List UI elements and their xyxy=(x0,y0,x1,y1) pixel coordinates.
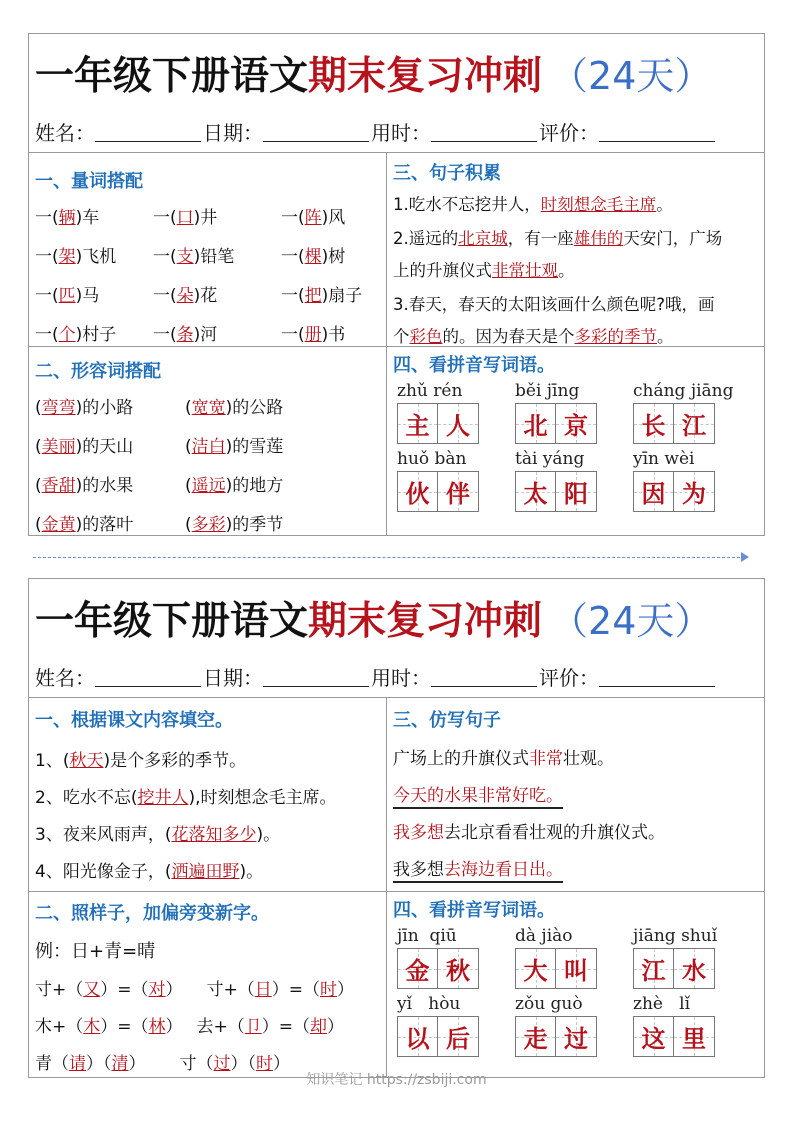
radical-row: 木+（木）=（林） 去+（卩）=（却） xyxy=(35,1017,344,1037)
date-blank[interactable] xyxy=(263,667,369,687)
answer: 金黄 xyxy=(41,515,76,535)
answer-char: 因 xyxy=(641,480,666,508)
measure-item: 一(辆)车 xyxy=(35,208,100,228)
time-blank[interactable] xyxy=(431,667,537,687)
answer: 匹 xyxy=(58,286,76,306)
sentence-line: 上的升旗仪式非常壮观。 xyxy=(393,261,575,280)
adjective-row xyxy=(35,432,383,457)
card2-title-black: 一年级下册语文 xyxy=(35,598,309,644)
pinyin-row xyxy=(393,449,765,471)
answer: 洁白 xyxy=(191,437,226,457)
sentence-line: 3.春天，春天的太阳该画什么颜色呢?哦，画 xyxy=(393,295,715,314)
worksheet-card-2 xyxy=(28,578,765,1078)
answer-char: 这 xyxy=(641,1025,666,1053)
answer: 架 xyxy=(58,247,76,267)
box-row xyxy=(393,471,765,515)
adjective-row xyxy=(35,393,383,418)
rating-blank[interactable] xyxy=(599,667,715,687)
answer: 支 xyxy=(176,247,194,267)
measure-item: 一(架)飞机 xyxy=(35,247,117,267)
answer-char: 金 xyxy=(405,957,430,985)
tianzige-box xyxy=(674,471,715,512)
pinyin: dà jiào xyxy=(515,926,573,946)
sec-title: 四、看拼音写词语。 xyxy=(393,900,555,921)
pinyin: zhè lǐ xyxy=(633,994,691,1014)
card1-sec2 xyxy=(35,357,383,537)
fill-line: 2、吃水不忘(挖井人),时刻想念毛主席。 xyxy=(35,788,337,808)
measure-item: 一(个)村子 xyxy=(35,325,117,343)
card1-title-blue: （24天） xyxy=(550,54,713,98)
sec-title: 二、照样子，加偏旁变新字。 xyxy=(35,903,269,924)
answer-char: 人 xyxy=(446,412,470,440)
card1-info-row xyxy=(29,111,764,153)
measure-item: 一(条)河 xyxy=(153,325,218,343)
pinyin: zǒu guò xyxy=(515,994,583,1014)
measure-row xyxy=(35,320,383,343)
answer-char: 以 xyxy=(405,1025,430,1053)
sentence-line: 个彩色的。因为春天是个多彩的季节。 xyxy=(393,327,674,345)
measure-row xyxy=(35,242,383,267)
answer-char: 江 xyxy=(682,412,706,440)
answer-char: 为 xyxy=(682,480,706,508)
answer: 棵 xyxy=(304,247,322,267)
card2-info-row xyxy=(29,656,764,698)
answer-char: 主 xyxy=(405,412,430,440)
answer: 香甜 xyxy=(41,476,76,496)
tianzige-pair xyxy=(397,1016,479,1057)
adjective-item: (遥远)的地方 xyxy=(185,476,284,496)
sec-title: 三、句子积累 xyxy=(393,163,501,184)
sentence-line: 1.吃水不忘挖井人，时刻想念毛主席。 xyxy=(393,195,673,214)
tianzige-box xyxy=(556,403,597,444)
adjective-row xyxy=(35,471,383,496)
tianzige-box xyxy=(397,403,438,444)
answer-char: 过 xyxy=(564,1025,588,1053)
watermark: 知识笔记 https://zsbiji.com xyxy=(306,1072,487,1088)
example-line: 例：日+青=晴 xyxy=(35,941,156,962)
measure-row xyxy=(35,203,383,228)
pinyin: yǐ hòu xyxy=(397,994,461,1014)
answer: 辆 xyxy=(58,208,76,228)
answer-char: 叫 xyxy=(564,957,588,985)
answer: 阵 xyxy=(304,208,322,228)
tianzige-box xyxy=(438,948,479,989)
tianzige-box xyxy=(515,948,556,989)
fill-line: 3、夜来风雨声，(花落知多少)。 xyxy=(35,825,281,845)
card1-title xyxy=(29,34,764,111)
measure-item: 一(棵)树 xyxy=(281,247,346,267)
date-blank[interactable] xyxy=(263,122,369,142)
tianzige-box xyxy=(397,471,438,512)
tianzige-pair xyxy=(515,471,597,512)
pinyin: huǒ bàn xyxy=(397,449,467,469)
sec-title: 二、形容词搭配 xyxy=(35,361,161,382)
answer-char: 江 xyxy=(641,957,666,985)
measure-item: 一(口)井 xyxy=(153,208,218,228)
card1-title-red: 期末复习冲刺 xyxy=(308,53,543,99)
tianzige-box xyxy=(397,948,438,989)
answer: 美丽 xyxy=(41,437,76,457)
box-row xyxy=(393,1016,765,1060)
tianzige-box xyxy=(674,1016,715,1057)
imitate-line: 今天的水果非常好吃。 xyxy=(393,781,765,806)
imitate-line: 我多想去海边看日出。 xyxy=(393,855,765,880)
adjective-item: (弯弯)的小路 xyxy=(35,398,134,418)
answer: 口 xyxy=(176,208,194,228)
tianzige-box xyxy=(674,403,715,444)
fill-line: 4、阳光像金子，(洒遍田野)。 xyxy=(35,862,264,882)
card1-sec4 xyxy=(393,351,765,537)
dashed-divider xyxy=(33,557,745,558)
tianzige-box xyxy=(674,948,715,989)
rating-label: 评价： xyxy=(539,666,599,690)
tianzige-pair xyxy=(515,948,597,989)
answer-char: 京 xyxy=(564,412,588,440)
card2-grid xyxy=(29,698,764,1077)
answer: 遥远 xyxy=(191,476,226,496)
adjective-item: (金黄)的落叶 xyxy=(35,515,134,535)
tianzige-pair xyxy=(397,403,479,444)
tianzige-box xyxy=(556,471,597,512)
answer-char: 太 xyxy=(523,480,548,508)
card2-sec3 xyxy=(393,706,765,890)
tianzige-box xyxy=(515,1016,556,1057)
measure-item: 一(把)扇子 xyxy=(281,286,363,306)
card2-sec2 xyxy=(35,899,383,1079)
rating-blank[interactable] xyxy=(599,122,715,142)
sec-title: 三、仿写句子 xyxy=(393,710,501,731)
adjective-item: (多彩)的季节 xyxy=(185,515,284,535)
card1-title-black: 一年级下册语文 xyxy=(35,53,309,99)
card1-sec1 xyxy=(35,167,383,343)
imitate-line: 广场上的升旗仪式非常壮观。 xyxy=(393,749,614,769)
answer: 弯弯 xyxy=(41,398,76,418)
measure-row xyxy=(35,281,383,306)
tianzige-box xyxy=(633,948,674,989)
pinyin-row xyxy=(393,994,765,1016)
tianzige-pair xyxy=(633,1016,715,1057)
answer-char: 水 xyxy=(682,957,706,985)
adjective-item: (洁白)的雪莲 xyxy=(185,437,284,457)
tianzige-box xyxy=(633,403,674,444)
name-label: 姓名： xyxy=(35,121,95,145)
radical-row: 寸+（又）=（对） 寸+（日）=（时） xyxy=(35,980,354,1000)
tianzige-pair xyxy=(633,948,715,989)
time-label: 用时： xyxy=(371,121,431,145)
card1-sec3 xyxy=(393,159,765,345)
answer-char: 走 xyxy=(523,1025,548,1053)
answer-char: 后 xyxy=(446,1025,470,1053)
tianzige-box xyxy=(633,471,674,512)
answer: 多彩 xyxy=(191,515,226,535)
answer-char: 里 xyxy=(682,1025,706,1053)
name-blank[interactable] xyxy=(95,122,201,142)
name-blank[interactable] xyxy=(95,667,201,687)
box-row xyxy=(393,948,765,992)
measure-item: 一(朵)花 xyxy=(153,286,218,306)
pinyin-row xyxy=(393,381,765,403)
answer-char: 秋 xyxy=(446,957,470,985)
tianzige-box xyxy=(633,1016,674,1057)
answer: 册 xyxy=(304,325,322,343)
time-blank[interactable] xyxy=(431,122,537,142)
tianzige-box xyxy=(438,1016,479,1057)
tianzige-pair xyxy=(515,403,597,444)
radical-row: 青（请）（清） 寸（过）（时） xyxy=(35,1054,290,1074)
pinyin: běi jīng xyxy=(515,381,580,401)
tianzige-box xyxy=(556,1016,597,1057)
tianzige-box xyxy=(515,403,556,444)
answer: 宽宽 xyxy=(191,398,226,418)
time-label: 用时： xyxy=(371,666,431,690)
date-label: 日期： xyxy=(203,666,263,690)
answer-char: 伴 xyxy=(446,480,470,508)
pinyin: jīn qiū xyxy=(397,926,457,946)
pinyin: jiāng shuǐ xyxy=(633,926,718,946)
card2-title-red: 期末复习冲刺 xyxy=(308,598,543,644)
answer-char: 大 xyxy=(523,957,548,985)
tianzige-pair xyxy=(397,471,479,512)
answer-char: 阳 xyxy=(564,480,588,508)
answer: 个 xyxy=(58,325,76,343)
pinyin: zhǔ rén xyxy=(397,381,463,401)
tianzige-box xyxy=(515,471,556,512)
imitate-line: 我多想去北京看看壮观的升旗仪式。 xyxy=(393,823,665,843)
card2-title-blue: （24天） xyxy=(550,599,713,643)
pinyin: cháng jiāng xyxy=(633,381,734,401)
worksheet-card-1 xyxy=(28,33,765,536)
answer-char: 长 xyxy=(641,412,666,440)
sec-title: 四、看拼音写词语。 xyxy=(393,355,555,376)
fill-line: 1、(秋天)是个多彩的季节。 xyxy=(35,751,247,771)
date-label: 日期： xyxy=(203,121,263,145)
tianzige-box xyxy=(397,1016,438,1057)
card1-grid xyxy=(29,153,764,535)
measure-item: 一(阵)风 xyxy=(281,208,346,228)
sec-title: 一、根据课文内容填空。 xyxy=(35,710,233,731)
card2-sec1 xyxy=(35,706,383,890)
answer: 朵 xyxy=(176,286,194,306)
sec-title: 一、量词搭配 xyxy=(35,171,143,192)
adjective-row xyxy=(35,510,383,535)
name-label: 姓名： xyxy=(35,666,95,690)
card2-sec4 xyxy=(393,896,765,1079)
answer: 条 xyxy=(176,325,194,343)
answer-char: 北 xyxy=(523,412,548,440)
tianzige-pair xyxy=(397,948,479,989)
pinyin-row xyxy=(393,926,765,948)
rating-label: 评价： xyxy=(539,121,599,145)
adjective-item: (美丽)的天山 xyxy=(35,437,134,457)
answer: 把 xyxy=(304,286,322,306)
measure-item: 一(匹)马 xyxy=(35,286,100,306)
pinyin: yīn wèi xyxy=(633,449,695,469)
tianzige-box xyxy=(438,471,479,512)
pinyin: tài yáng xyxy=(515,449,585,469)
adjective-item: (宽宽)的公路 xyxy=(185,398,284,418)
box-row xyxy=(393,403,765,447)
arrow-icon xyxy=(741,552,749,562)
tianzige-pair xyxy=(515,1016,597,1057)
tianzige-pair xyxy=(633,471,715,512)
answer-char: 伙 xyxy=(405,480,430,508)
tianzige-box xyxy=(438,403,479,444)
tianzige-pair xyxy=(633,403,715,444)
sentence-line: 2.遥远的北京城，有一座雄伟的天安门，广场 xyxy=(393,229,723,248)
card2-title xyxy=(29,579,764,656)
adjective-item: (香甜)的水果 xyxy=(35,476,134,496)
measure-item: 一(册)书 xyxy=(281,325,346,343)
measure-item: 一(支)铅笔 xyxy=(153,247,235,267)
tianzige-box xyxy=(556,948,597,989)
